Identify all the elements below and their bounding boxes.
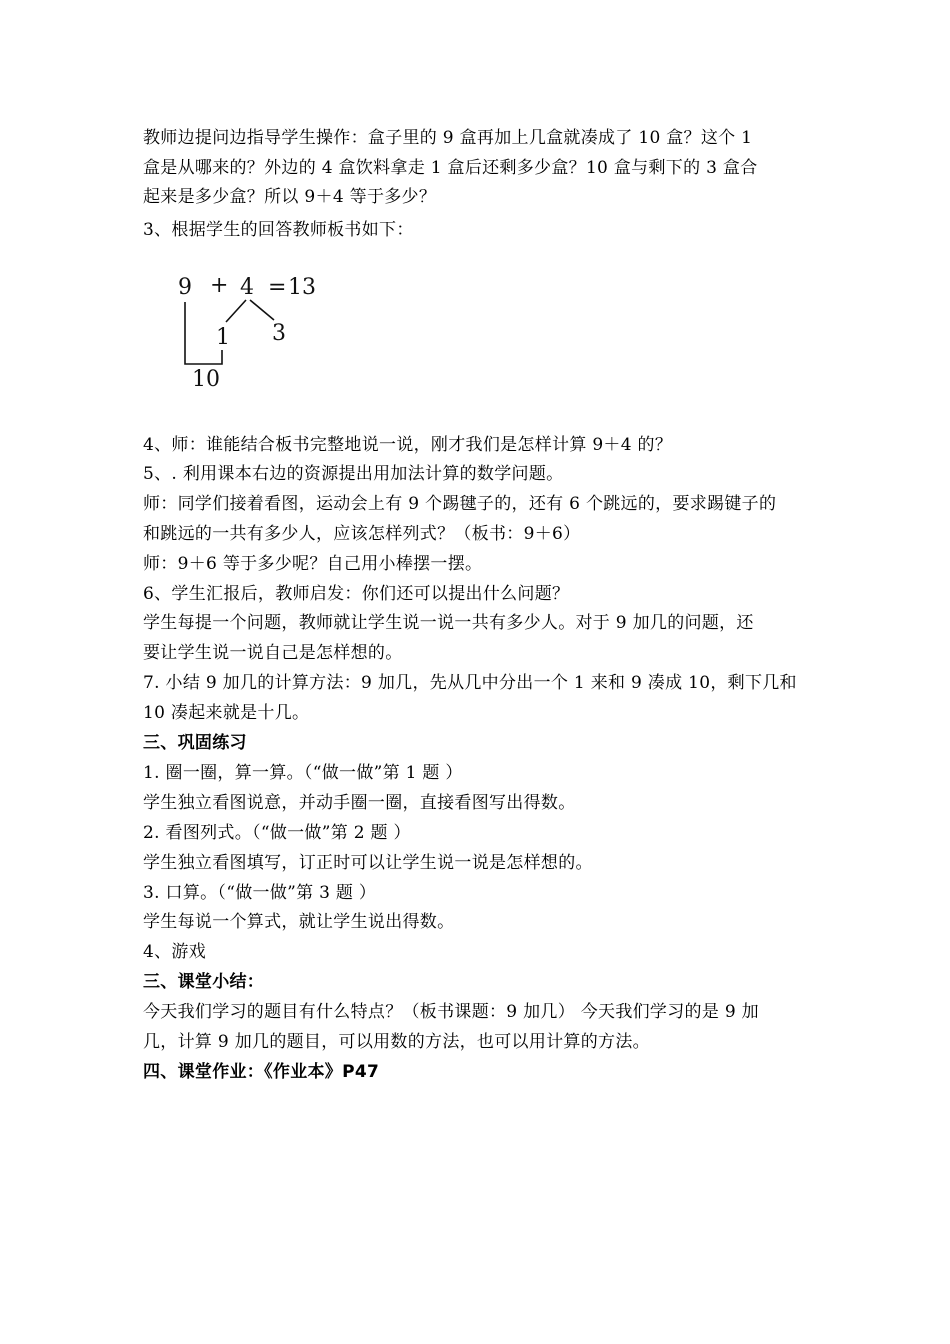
paragraph-line: 要让学生说一说自己是怎样想的。 (143, 643, 403, 663)
paragraph-line: 师：9＋6 等于多少呢？自己用小棒摆一摆。 (143, 554, 483, 574)
paragraph-line: 师：同学们接着看图，运动会上有 9 个踢毽子的，还有 6 个跳远的，要求踢键子的 (143, 494, 777, 514)
paragraph-line: 2. 看图列式。（“做一做”第 2 题 ） (143, 823, 411, 843)
section-heading: 三、巩固练习 (143, 733, 247, 753)
paragraph-line: 10 凑起来就是十几。 (143, 703, 310, 723)
split-three: 3 (272, 321, 286, 346)
ten-label: 10 (192, 367, 220, 392)
paragraph-line: 1. 圈一圈，算一算。（“做一做”第 1 题 ） (143, 763, 463, 783)
section-heading: 四、课堂作业：《作业本》P47 (143, 1062, 380, 1082)
paragraph-line: 今天我们学习的题目有什么特点？（板书课题：9 加几） 今天我们学习的是 9 加 (143, 1002, 759, 1022)
paragraph-line: 学生独立看图填写，订正时可以让学生说一说是怎样想的。 (143, 853, 593, 873)
paragraph-line: 6、学生汇报后，教师启发：你们还可以提出什么问题？ (143, 584, 570, 604)
section-heading: 三、课堂小结： (143, 972, 265, 992)
paragraph-line: 3、根据学生的回答教师板书如下： (143, 220, 414, 240)
addend-nine: 9 (178, 275, 192, 300)
paragraph-line: 学生每说一个算式，就让学生说出得数。 (143, 912, 455, 932)
board-writing-diagram (170, 262, 350, 402)
paragraph-line: 起来是多少盒？所以 9＋4 等于多少？ (143, 187, 437, 207)
split-right-line (250, 300, 274, 320)
paragraph-line: 几，计算 9 加几的题目，可以用数的方法，也可以用计算的方法。 (143, 1032, 650, 1052)
paragraph-line: 4、师：谁能结合板书完整地说一说，刚才我们是怎样计算 9＋4 的？ (143, 435, 673, 455)
paragraph-line: 3. 口算。（“做一做”第 3 题 ） (143, 883, 377, 903)
paragraph-line: 7. 小结 9 加几的计算方法：9 加几，先从几中分出一个 1 来和 9 凑成 10，剩下几和 (143, 673, 797, 693)
paragraph-line: 4、游戏 (143, 942, 207, 962)
paragraph-line: 教师边提问边指导学生操作：盒子里的 9 盒再加上几盒就凑成了 10 盒？这个 1 (143, 128, 753, 148)
split-left-line (226, 300, 246, 322)
split-one: 1 (216, 325, 230, 350)
equals-sign: = (268, 275, 287, 300)
paragraph-line: 5、. 利用课本右边的资源提出用加法计算的数学问题。 (143, 464, 564, 484)
paragraph-line: 学生独立看图说意，并动手圈一圈，直接看图写出得数。 (143, 793, 576, 813)
paragraph-line: 和跳远的一共有多少人，应该怎样列式？（板书：9＋6） (143, 524, 581, 544)
paragraph-line: 学生每提一个问题，教师就让学生说一说一共有多少人。对于 9 加几的问题，还 (143, 613, 754, 633)
sum-thirteen: 13 (288, 275, 316, 300)
addend-four: 4 (240, 275, 254, 300)
plus-sign: + (210, 273, 229, 298)
paragraph-line: 盒是从哪来的？外边的 4 盒饮料拿走 1 盒后还剩多少盒？10 盒与剩下的 3 盒合 (143, 158, 758, 178)
